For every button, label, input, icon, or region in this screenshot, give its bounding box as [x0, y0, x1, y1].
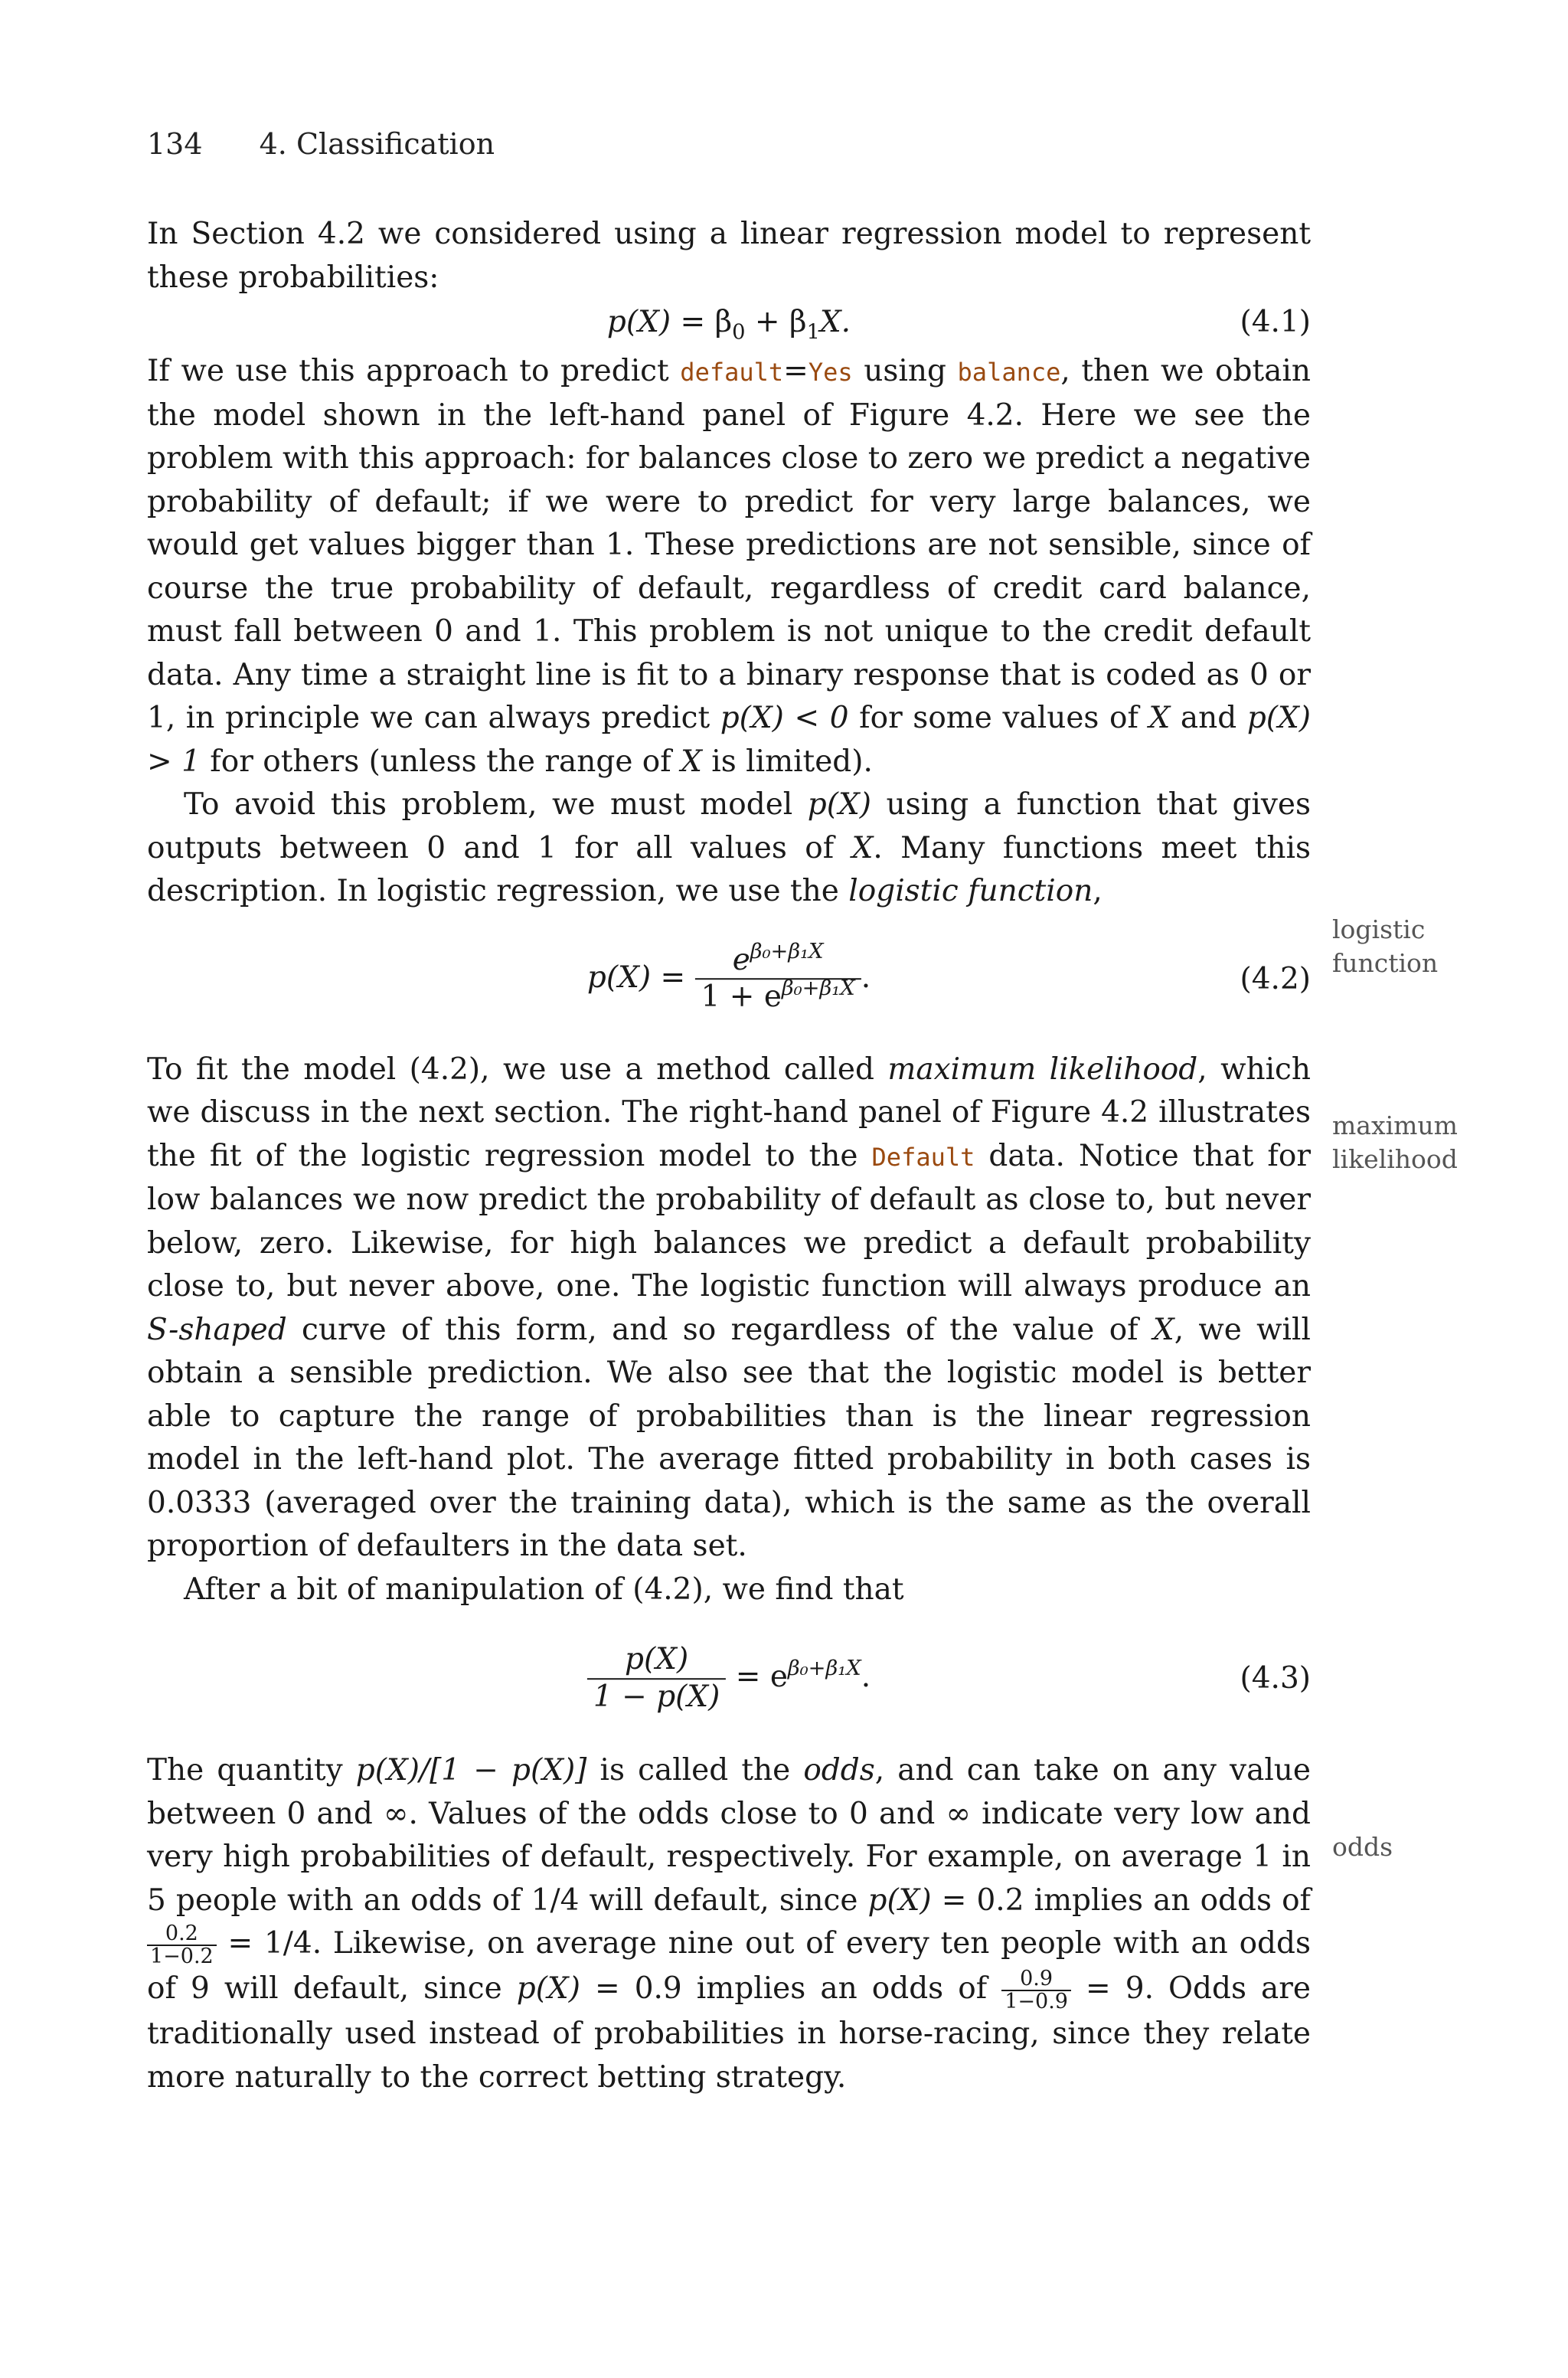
term-s-shaped: S-shaped [147, 1312, 287, 1347]
equation-4-1 [147, 299, 1311, 345]
term-odds: odds [803, 1753, 875, 1788]
paragraph-6: The quantity p(X)/[1 − p(X)] is called the odds, and can take on any value between 0 and ∞. Values of the odds close to 0 and ∞ indicate very low and very high probabilities of default, respectively. For example, on average 1 in 5 people with an odds of 1/4 will default, since p(X) = 0.2 implies an odds of $\frac{0.2}{1-0.2}$ = 1/4. Likewise, on average nine out of every ten people with an odds of 9 will default, since p(X) = 0.9 implies an odds of $\frac{0.9}{1-0.9}$ = 9. Odds are traditionally used instead of probabilities in horse-racing, since they relate more naturally to the correct betting strategy. [147, 1753, 1311, 2095]
paragraph-5: After a bit of manipulation of (4.2), we find that [184, 1572, 904, 1607]
equation-4-3-body: $\frac{p(X)}{1 - p(X)}$ = $e^{\beta_0+\beta_1X}$. [587, 1642, 871, 1716]
body-text [147, 213, 1311, 2099]
margin-note-odds: odds [1332, 1832, 1393, 1862]
chapter-title: 4. Classification [259, 127, 495, 161]
paragraph-1: In Section 4.2 we considered using a linear regression model to represent these probabilities: [147, 217, 1311, 295]
code-default-dataset: Default [871, 1142, 975, 1172]
inline-fraction-0-2: $\frac{0.2}{1-0.2}$ [147, 1923, 217, 1967]
margin-note-maximum-likelihood: maximum likelihood [1332, 1110, 1458, 1174]
equation-number-4-3: (4.3) [1240, 1660, 1311, 1696]
term-logistic-function: logistic function [848, 874, 1093, 908]
equation-4-3 [147, 1619, 1311, 1739]
code-default: default [680, 358, 784, 387]
logistic-fraction: $\frac{e^{\beta_0+\beta_1X}}{1 + e^{\beta_0+\beta_1X}}$ [695, 943, 861, 1016]
code-balance: balance [957, 358, 1061, 387]
page-number: 134 [147, 127, 203, 161]
running-head [147, 127, 495, 161]
margin-note-logistic-function: logistic function [1332, 914, 1439, 978]
equation-number-4-1: (4.1) [1240, 304, 1311, 339]
equation-4-2 [147, 921, 1311, 1038]
paragraph-3: To avoid this problem, we must model p(X) using a function that gives outputs between 0 and 1 for all values of X. Many functions meet this description. In logistic regression, we use the logistic function, [147, 787, 1312, 908]
paragraph-2: If we use this approach to predict default=Yes using balance, then we obtain the model shown in the left-hand panel of Figure 4.2. Here we see the problem with this approach: for balances close to zero we predict a negative probability of default; if we were to predict for very large balances, we would get values bigger than 1. These predictions are not sensible, since of course the true probability of default, regardless of credit card balance, must fall between 0 and 1. This problem is not unique to the credit default data. Any time a straight line is fit to a binary response that is coded as 0 or 1, in principle we can always predict p(X) < 0 for some values of X and p(X) > 1 for others (unless the range of X is limited). [147, 354, 1311, 779]
inline-fraction-0-9: $\frac{0.9}{1-0.9}$ [1001, 1968, 1071, 2013]
equation-4-2-body: p(X) = $\frac{e^{\beta_0+\beta_1X}}{1 + e^{\beta_0+\beta_1X}}$ . [586, 939, 871, 1015]
paragraph-4: To fit the model (4.2), we use a method called maximum likelihood, which we discuss in the next section. The right-hand panel of Figure 4.2 illustrates the fit of the logistic regression model to the Default data. Notice that for low balances we now predict the probability of default as close to, but never below, zero. Likewise, for high balances we predict a default probability close to, but never above, one. The logistic function will always produce an S-shaped curve of this form, and so regardless of the value of X, we will obtain a sensible prediction. We also see that the logistic model is better able to capture the range of probabilities than is the linear regression model in the left-hand plot. The average fitted probability in both cases is 0.0333 (averaged over the training data), which is the same as the overall proportion of defaulters in the data set. [147, 1052, 1312, 1563]
equation-number-4-2: (4.2) [1240, 961, 1311, 996]
term-maximum-likelihood: maximum likelihood [887, 1052, 1198, 1087]
odds-fraction: $\frac{p(X)}{1 - p(X)}$ [587, 1642, 726, 1716]
code-yes: Yes [808, 358, 853, 387]
equation-4-1-body: $p(X) = \beta_0 + \beta_1X$. [606, 304, 851, 345]
